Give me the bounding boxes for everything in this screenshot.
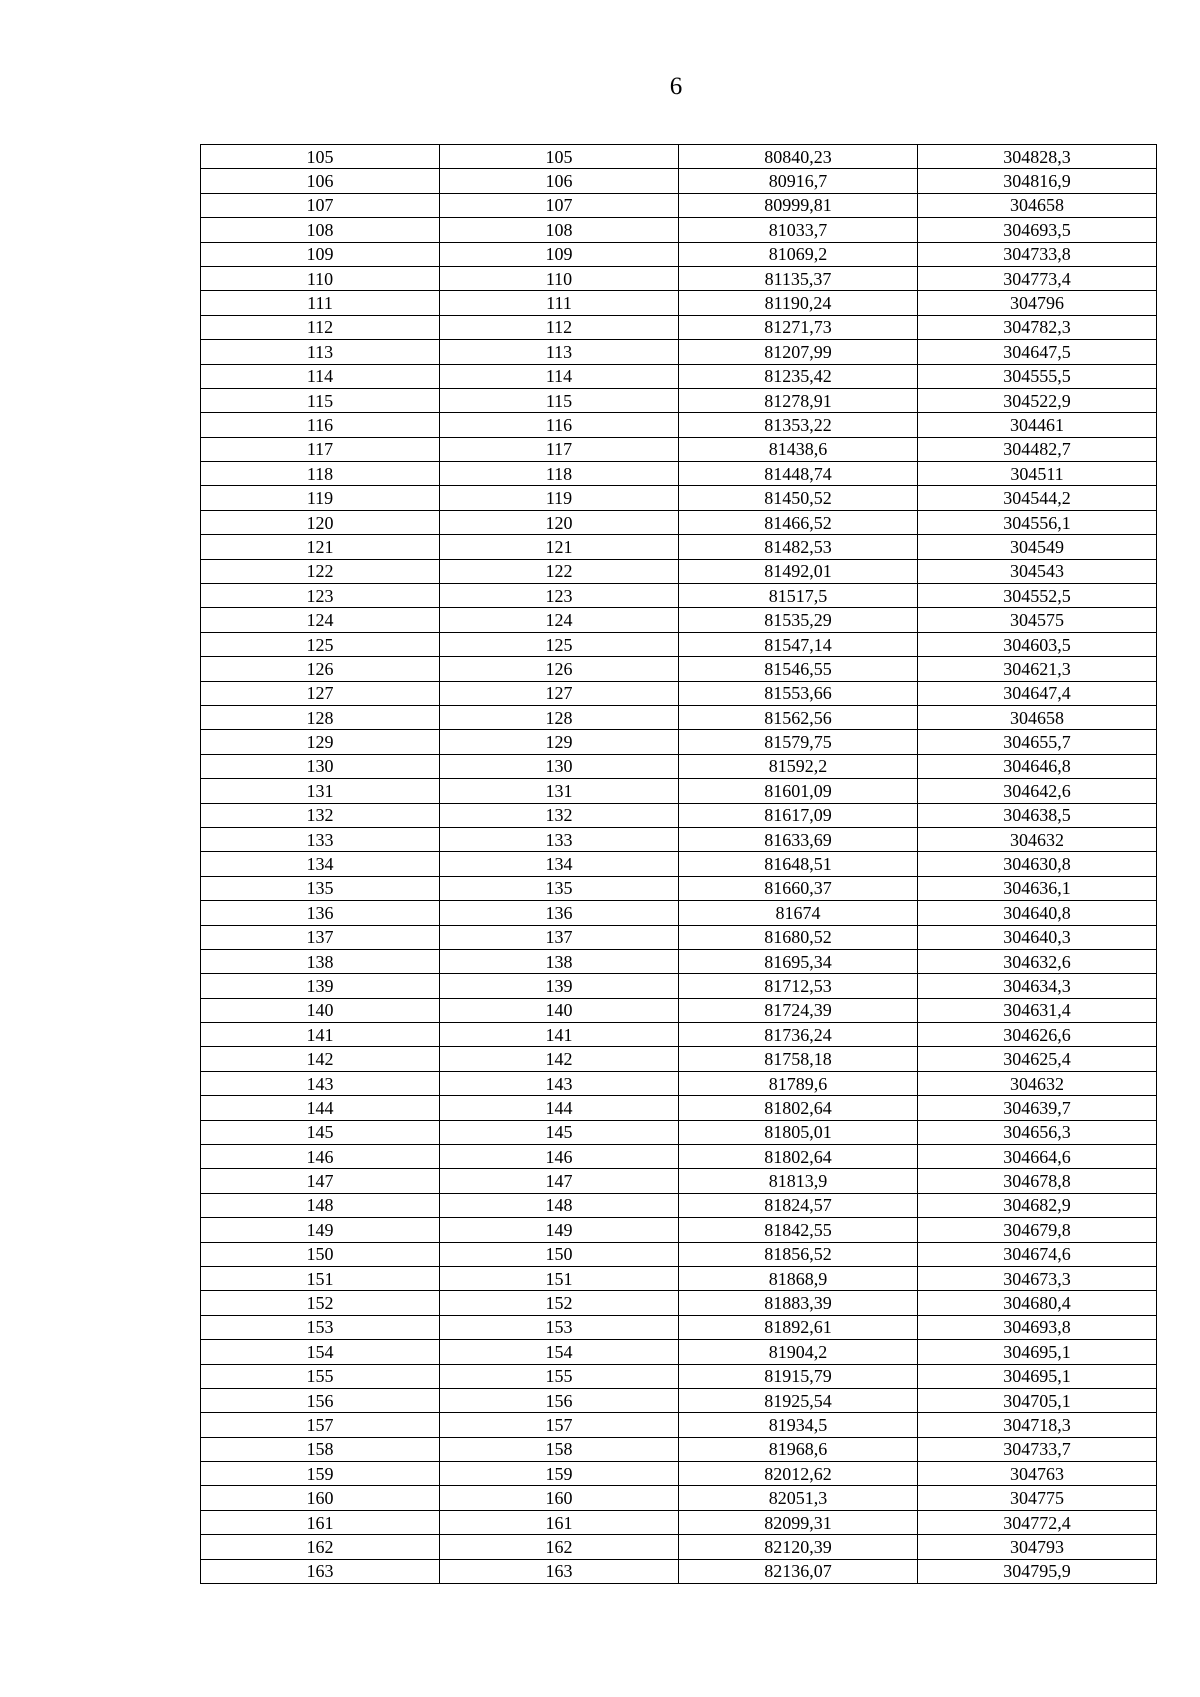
point-number-cell: 141 (201, 1023, 440, 1047)
x-coordinate-cell: 81535,29 (679, 608, 918, 632)
x-coordinate-cell: 81617,09 (679, 803, 918, 827)
table-row (201, 1242, 1157, 1266)
y-coordinate-cell: 304658 (918, 193, 1157, 217)
point-number-cell: 109 (201, 242, 440, 266)
x-coordinate-cell: 81660,37 (679, 876, 918, 900)
point-number-cell: 123 (201, 584, 440, 608)
point-id-cell: 163 (440, 1559, 679, 1583)
y-coordinate-cell: 304674,6 (918, 1242, 1157, 1266)
point-id-cell: 128 (440, 705, 679, 729)
point-number-cell: 148 (201, 1193, 440, 1217)
point-number-cell: 127 (201, 681, 440, 705)
table-row (201, 949, 1157, 973)
point-number-cell: 140 (201, 998, 440, 1022)
point-number-cell: 116 (201, 413, 440, 437)
table-row (201, 1559, 1157, 1583)
x-coordinate-cell: 81712,53 (679, 974, 918, 998)
point-number-cell: 136 (201, 901, 440, 925)
point-id-cell: 125 (440, 632, 679, 656)
table-row (201, 1266, 1157, 1290)
table-row (201, 462, 1157, 486)
y-coordinate-cell: 304630,8 (918, 852, 1157, 876)
y-coordinate-cell: 304680,4 (918, 1291, 1157, 1315)
y-coordinate-cell: 304782,3 (918, 315, 1157, 339)
y-coordinate-cell: 304733,7 (918, 1437, 1157, 1461)
point-id-cell: 127 (440, 681, 679, 705)
x-coordinate-cell: 82120,39 (679, 1535, 918, 1559)
table-row (201, 632, 1157, 656)
point-id-cell: 109 (440, 242, 679, 266)
y-coordinate-cell: 304673,3 (918, 1266, 1157, 1290)
y-coordinate-cell: 304511 (918, 462, 1157, 486)
point-id-cell: 139 (440, 974, 679, 998)
point-id-cell: 141 (440, 1023, 679, 1047)
y-coordinate-cell: 304632 (918, 1071, 1157, 1095)
y-coordinate-cell: 304522,9 (918, 388, 1157, 412)
y-coordinate-cell: 304575 (918, 608, 1157, 632)
y-coordinate-cell: 304640,8 (918, 901, 1157, 925)
point-number-cell: 137 (201, 925, 440, 949)
table-row (201, 1315, 1157, 1339)
point-number-cell: 105 (201, 145, 440, 169)
point-id-cell: 107 (440, 193, 679, 217)
table-row (201, 437, 1157, 461)
table-row (201, 413, 1157, 437)
x-coordinate-cell: 81915,79 (679, 1364, 918, 1388)
x-coordinate-cell: 81353,22 (679, 413, 918, 437)
table-row (201, 340, 1157, 364)
point-number-cell: 145 (201, 1120, 440, 1144)
x-coordinate-cell: 81466,52 (679, 510, 918, 534)
y-coordinate-cell: 304634,3 (918, 974, 1157, 998)
coordinates-table (200, 144, 1157, 1584)
y-coordinate-cell: 304636,1 (918, 876, 1157, 900)
table-row (201, 1510, 1157, 1534)
point-id-cell: 120 (440, 510, 679, 534)
point-id-cell: 135 (440, 876, 679, 900)
table-row (201, 242, 1157, 266)
point-id-cell: 133 (440, 827, 679, 851)
x-coordinate-cell: 81925,54 (679, 1388, 918, 1412)
table-row (201, 1193, 1157, 1217)
x-coordinate-cell: 82099,31 (679, 1510, 918, 1534)
point-number-cell: 163 (201, 1559, 440, 1583)
x-coordinate-cell: 81235,42 (679, 364, 918, 388)
point-number-cell: 150 (201, 1242, 440, 1266)
y-coordinate-cell: 304552,5 (918, 584, 1157, 608)
y-coordinate-cell: 304775 (918, 1486, 1157, 1510)
point-id-cell: 116 (440, 413, 679, 437)
point-id-cell: 121 (440, 535, 679, 559)
x-coordinate-cell: 81438,6 (679, 437, 918, 461)
point-id-cell: 123 (440, 584, 679, 608)
point-id-cell: 131 (440, 779, 679, 803)
table-row (201, 1413, 1157, 1437)
x-coordinate-cell: 81135,37 (679, 266, 918, 290)
point-number-cell: 115 (201, 388, 440, 412)
x-coordinate-cell: 81633,69 (679, 827, 918, 851)
point-number-cell: 162 (201, 1535, 440, 1559)
x-coordinate-cell: 81579,75 (679, 730, 918, 754)
point-id-cell: 122 (440, 559, 679, 583)
table-row (201, 657, 1157, 681)
x-coordinate-cell: 81592,2 (679, 754, 918, 778)
point-id-cell: 114 (440, 364, 679, 388)
point-number-cell: 149 (201, 1218, 440, 1242)
point-number-cell: 119 (201, 486, 440, 510)
point-id-cell: 158 (440, 1437, 679, 1461)
point-id-cell: 143 (440, 1071, 679, 1095)
y-coordinate-cell: 304632,6 (918, 949, 1157, 973)
table-row (201, 901, 1157, 925)
y-coordinate-cell: 304693,8 (918, 1315, 1157, 1339)
point-number-cell: 107 (201, 193, 440, 217)
point-id-cell: 110 (440, 266, 679, 290)
x-coordinate-cell: 81674 (679, 901, 918, 925)
table-row (201, 266, 1157, 290)
point-id-cell: 150 (440, 1242, 679, 1266)
x-coordinate-cell: 81562,56 (679, 705, 918, 729)
point-number-cell: 156 (201, 1388, 440, 1412)
y-coordinate-cell: 304658 (918, 705, 1157, 729)
x-coordinate-cell: 81547,14 (679, 632, 918, 656)
y-coordinate-cell: 304664,6 (918, 1145, 1157, 1169)
table-row (201, 1388, 1157, 1412)
x-coordinate-cell: 81934,5 (679, 1413, 918, 1437)
x-coordinate-cell: 81824,57 (679, 1193, 918, 1217)
y-coordinate-cell: 304640,3 (918, 925, 1157, 949)
y-coordinate-cell: 304793 (918, 1535, 1157, 1559)
table-row (201, 705, 1157, 729)
x-coordinate-cell: 81758,18 (679, 1047, 918, 1071)
table-row (201, 486, 1157, 510)
point-number-cell: 151 (201, 1266, 440, 1290)
y-coordinate-cell: 304695,1 (918, 1364, 1157, 1388)
table-row (201, 1169, 1157, 1193)
point-number-cell: 131 (201, 779, 440, 803)
x-coordinate-cell: 81805,01 (679, 1120, 918, 1144)
y-coordinate-cell: 304543 (918, 559, 1157, 583)
x-coordinate-cell: 81069,2 (679, 242, 918, 266)
x-coordinate-cell: 81789,6 (679, 1071, 918, 1095)
point-number-cell: 121 (201, 535, 440, 559)
y-coordinate-cell: 304718,3 (918, 1413, 1157, 1437)
point-id-cell: 129 (440, 730, 679, 754)
table-row (201, 364, 1157, 388)
point-id-cell: 130 (440, 754, 679, 778)
table-row (201, 1535, 1157, 1559)
table-row (201, 218, 1157, 242)
y-coordinate-cell: 304655,7 (918, 730, 1157, 754)
table-row (201, 145, 1157, 169)
point-id-cell: 113 (440, 340, 679, 364)
y-coordinate-cell: 304461 (918, 413, 1157, 437)
table-row (201, 608, 1157, 632)
point-id-cell: 159 (440, 1462, 679, 1486)
table-row (201, 1291, 1157, 1315)
point-id-cell: 147 (440, 1169, 679, 1193)
point-number-cell: 139 (201, 974, 440, 998)
table-row (201, 388, 1157, 412)
point-id-cell: 148 (440, 1193, 679, 1217)
x-coordinate-cell: 81207,99 (679, 340, 918, 364)
y-coordinate-cell: 304828,3 (918, 145, 1157, 169)
point-id-cell: 115 (440, 388, 679, 412)
point-id-cell: 152 (440, 1291, 679, 1315)
point-number-cell: 134 (201, 852, 440, 876)
point-number-cell: 157 (201, 1413, 440, 1437)
y-coordinate-cell: 304639,7 (918, 1096, 1157, 1120)
point-id-cell: 112 (440, 315, 679, 339)
y-coordinate-cell: 304642,6 (918, 779, 1157, 803)
table-row (201, 779, 1157, 803)
y-coordinate-cell: 304678,8 (918, 1169, 1157, 1193)
point-id-cell: 145 (440, 1120, 679, 1144)
point-number-cell: 138 (201, 949, 440, 973)
point-number-cell: 130 (201, 754, 440, 778)
y-coordinate-cell: 304773,4 (918, 266, 1157, 290)
point-number-cell: 152 (201, 1291, 440, 1315)
point-id-cell: 108 (440, 218, 679, 242)
y-coordinate-cell: 304693,5 (918, 218, 1157, 242)
y-coordinate-cell: 304544,2 (918, 486, 1157, 510)
table-row (201, 1437, 1157, 1461)
table-row (201, 535, 1157, 559)
y-coordinate-cell: 304705,1 (918, 1388, 1157, 1412)
x-coordinate-cell: 81856,52 (679, 1242, 918, 1266)
point-number-cell: 129 (201, 730, 440, 754)
table-row (201, 315, 1157, 339)
y-coordinate-cell: 304631,4 (918, 998, 1157, 1022)
x-coordinate-cell: 81883,39 (679, 1291, 918, 1315)
point-number-cell: 106 (201, 169, 440, 193)
point-id-cell: 142 (440, 1047, 679, 1071)
point-id-cell: 161 (440, 1510, 679, 1534)
x-coordinate-cell: 81482,53 (679, 535, 918, 559)
table-row (201, 1340, 1157, 1364)
x-coordinate-cell: 81546,55 (679, 657, 918, 681)
table-row (201, 1462, 1157, 1486)
table-row (201, 1023, 1157, 1047)
point-number-cell: 125 (201, 632, 440, 656)
point-id-cell: 144 (440, 1096, 679, 1120)
x-coordinate-cell: 81450,52 (679, 486, 918, 510)
point-id-cell: 155 (440, 1364, 679, 1388)
table-row (201, 559, 1157, 583)
point-number-cell: 128 (201, 705, 440, 729)
table-row (201, 291, 1157, 315)
y-coordinate-cell: 304603,5 (918, 632, 1157, 656)
y-coordinate-cell: 304656,3 (918, 1120, 1157, 1144)
point-number-cell: 142 (201, 1047, 440, 1071)
point-id-cell: 137 (440, 925, 679, 949)
y-coordinate-cell: 304621,3 (918, 657, 1157, 681)
table-row (201, 730, 1157, 754)
table-row (201, 584, 1157, 608)
x-coordinate-cell: 82136,07 (679, 1559, 918, 1583)
y-coordinate-cell: 304626,6 (918, 1023, 1157, 1047)
table-row (201, 1486, 1157, 1510)
table-row (201, 754, 1157, 778)
point-id-cell: 105 (440, 145, 679, 169)
coordinates-table-body (201, 145, 1157, 1584)
point-number-cell: 158 (201, 1437, 440, 1461)
point-number-cell: 146 (201, 1145, 440, 1169)
y-coordinate-cell: 304647,4 (918, 681, 1157, 705)
x-coordinate-cell: 81553,66 (679, 681, 918, 705)
point-id-cell: 124 (440, 608, 679, 632)
x-coordinate-cell: 81724,39 (679, 998, 918, 1022)
x-coordinate-cell: 80840,23 (679, 145, 918, 169)
point-id-cell: 140 (440, 998, 679, 1022)
x-coordinate-cell: 81271,73 (679, 315, 918, 339)
point-number-cell: 135 (201, 876, 440, 900)
x-coordinate-cell: 81904,2 (679, 1340, 918, 1364)
x-coordinate-cell: 81868,9 (679, 1266, 918, 1290)
point-id-cell: 160 (440, 1486, 679, 1510)
point-id-cell: 162 (440, 1535, 679, 1559)
x-coordinate-cell: 81842,55 (679, 1218, 918, 1242)
point-id-cell: 138 (440, 949, 679, 973)
point-id-cell: 153 (440, 1315, 679, 1339)
y-coordinate-cell: 304796 (918, 291, 1157, 315)
point-id-cell: 132 (440, 803, 679, 827)
point-number-cell: 117 (201, 437, 440, 461)
point-number-cell: 159 (201, 1462, 440, 1486)
y-coordinate-cell: 304632 (918, 827, 1157, 851)
table-row (201, 1047, 1157, 1071)
x-coordinate-cell: 81190,24 (679, 291, 918, 315)
point-number-cell: 154 (201, 1340, 440, 1364)
point-id-cell: 111 (440, 291, 679, 315)
point-id-cell: 151 (440, 1266, 679, 1290)
y-coordinate-cell: 304556,1 (918, 510, 1157, 534)
x-coordinate-cell: 81601,09 (679, 779, 918, 803)
point-number-cell: 110 (201, 266, 440, 290)
table-row (201, 681, 1157, 705)
point-number-cell: 124 (201, 608, 440, 632)
table-row (201, 1218, 1157, 1242)
point-id-cell: 157 (440, 1413, 679, 1437)
y-coordinate-cell: 304695,1 (918, 1340, 1157, 1364)
x-coordinate-cell: 81802,64 (679, 1096, 918, 1120)
x-coordinate-cell: 81033,7 (679, 218, 918, 242)
page-number: 6 (669, 73, 683, 100)
point-number-cell: 111 (201, 291, 440, 315)
table-row (201, 1145, 1157, 1169)
x-coordinate-cell: 81517,5 (679, 584, 918, 608)
y-coordinate-cell: 304646,8 (918, 754, 1157, 778)
table-row (201, 803, 1157, 827)
point-number-cell: 126 (201, 657, 440, 681)
point-id-cell: 134 (440, 852, 679, 876)
x-coordinate-cell: 80999,81 (679, 193, 918, 217)
point-number-cell: 147 (201, 1169, 440, 1193)
x-coordinate-cell: 81813,9 (679, 1169, 918, 1193)
point-id-cell: 118 (440, 462, 679, 486)
table-row (201, 925, 1157, 949)
y-coordinate-cell: 304679,8 (918, 1218, 1157, 1242)
point-id-cell: 149 (440, 1218, 679, 1242)
point-number-cell: 132 (201, 803, 440, 827)
x-coordinate-cell: 81695,34 (679, 949, 918, 973)
y-coordinate-cell: 304638,5 (918, 803, 1157, 827)
x-coordinate-cell: 82012,62 (679, 1462, 918, 1486)
point-number-cell: 122 (201, 559, 440, 583)
y-coordinate-cell: 304772,4 (918, 1510, 1157, 1534)
point-number-cell: 112 (201, 315, 440, 339)
point-number-cell: 114 (201, 364, 440, 388)
y-coordinate-cell: 304763 (918, 1462, 1157, 1486)
y-coordinate-cell: 304816,9 (918, 169, 1157, 193)
y-coordinate-cell: 304795,9 (918, 1559, 1157, 1583)
x-coordinate-cell: 80916,7 (679, 169, 918, 193)
y-coordinate-cell: 304682,9 (918, 1193, 1157, 1217)
table-row (201, 1071, 1157, 1095)
point-number-cell: 143 (201, 1071, 440, 1095)
x-coordinate-cell: 82051,3 (679, 1486, 918, 1510)
point-number-cell: 113 (201, 340, 440, 364)
x-coordinate-cell: 81648,51 (679, 852, 918, 876)
table-row (201, 169, 1157, 193)
point-number-cell: 160 (201, 1486, 440, 1510)
y-coordinate-cell: 304625,4 (918, 1047, 1157, 1071)
point-id-cell: 154 (440, 1340, 679, 1364)
point-id-cell: 146 (440, 1145, 679, 1169)
point-id-cell: 156 (440, 1388, 679, 1412)
point-id-cell: 119 (440, 486, 679, 510)
table-row (201, 876, 1157, 900)
y-coordinate-cell: 304549 (918, 535, 1157, 559)
table-row (201, 1120, 1157, 1144)
point-number-cell: 161 (201, 1510, 440, 1534)
point-number-cell: 155 (201, 1364, 440, 1388)
x-coordinate-cell: 81892,61 (679, 1315, 918, 1339)
x-coordinate-cell: 81968,6 (679, 1437, 918, 1461)
y-coordinate-cell: 304482,7 (918, 437, 1157, 461)
point-number-cell: 120 (201, 510, 440, 534)
point-id-cell: 136 (440, 901, 679, 925)
point-number-cell: 153 (201, 1315, 440, 1339)
table-row (201, 1096, 1157, 1120)
point-number-cell: 118 (201, 462, 440, 486)
table-row (201, 998, 1157, 1022)
table-row (201, 852, 1157, 876)
x-coordinate-cell: 81492,01 (679, 559, 918, 583)
x-coordinate-cell: 81802,64 (679, 1145, 918, 1169)
table-row (201, 510, 1157, 534)
point-number-cell: 108 (201, 218, 440, 242)
table-row (201, 827, 1157, 851)
point-id-cell: 106 (440, 169, 679, 193)
point-number-cell: 144 (201, 1096, 440, 1120)
y-coordinate-cell: 304555,5 (918, 364, 1157, 388)
x-coordinate-cell: 81278,91 (679, 388, 918, 412)
table-row (201, 1364, 1157, 1388)
point-id-cell: 117 (440, 437, 679, 461)
x-coordinate-cell: 81680,52 (679, 925, 918, 949)
table-row (201, 974, 1157, 998)
point-id-cell: 126 (440, 657, 679, 681)
x-coordinate-cell: 81736,24 (679, 1023, 918, 1047)
table-row (201, 193, 1157, 217)
x-coordinate-cell: 81448,74 (679, 462, 918, 486)
y-coordinate-cell: 304647,5 (918, 340, 1157, 364)
y-coordinate-cell: 304733,8 (918, 242, 1157, 266)
point-number-cell: 133 (201, 827, 440, 851)
